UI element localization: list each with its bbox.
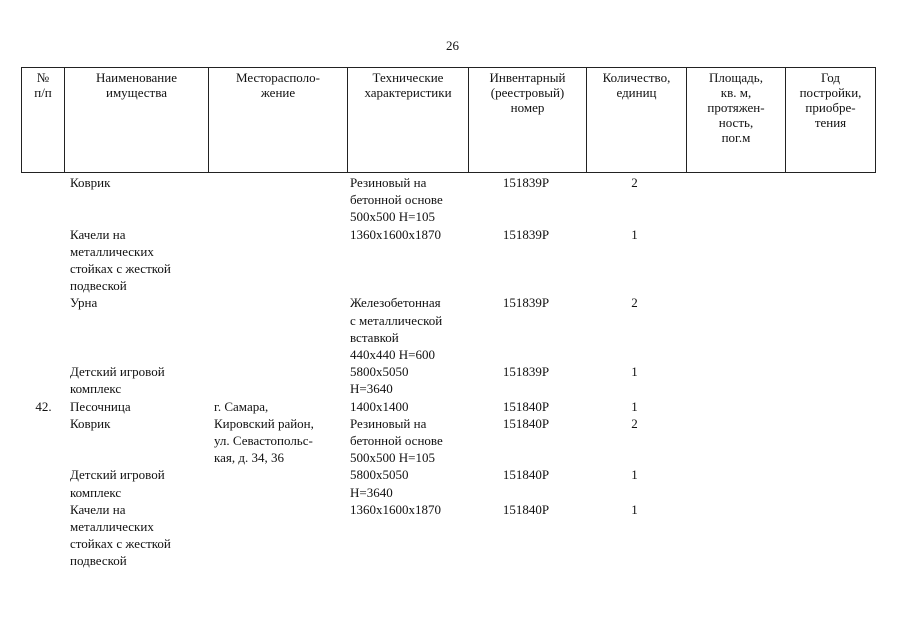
row-quantity: 1 bbox=[631, 467, 638, 483]
row-quantity: 2 bbox=[631, 295, 638, 311]
header-quantity: Количество, единиц bbox=[587, 68, 687, 173]
row-location: г. Самара, bbox=[214, 398, 269, 414]
table-body bbox=[22, 174, 875, 570]
row-inventory: 151839Р bbox=[502, 226, 550, 242]
row-num: 42. bbox=[35, 398, 52, 414]
row-quantity: 2 bbox=[631, 415, 638, 431]
row-name: Урна bbox=[70, 295, 98, 311]
row-inventory: 151840Р bbox=[502, 501, 550, 517]
row-inventory: 151839Р bbox=[502, 364, 550, 380]
header-area: Площадь, кв. м, протяжен- ность, пог.м bbox=[687, 68, 786, 173]
row-tech: Резиновый на бетонной основе 500х500 Н=105 bbox=[350, 415, 443, 466]
row-quantity: 1 bbox=[631, 398, 638, 414]
row-inventory: 151840Р bbox=[502, 467, 550, 483]
row-name: Коврик bbox=[70, 175, 111, 190]
row-tech: 5800х5050 Н=3640 bbox=[350, 364, 409, 397]
row-name: Качели на металлических стойках с жесткой подвеской bbox=[70, 226, 171, 294]
row-location: Кировский район, ул. Севастопольс- кая, д. 34, 36 bbox=[214, 415, 314, 466]
header-name: Наименование имущества bbox=[65, 68, 209, 173]
row-tech: Резиновый на бетонной основе 500х500 Н=105 bbox=[350, 175, 443, 225]
header-tech: Технические характеристики bbox=[348, 68, 469, 173]
header-num: № п/п bbox=[22, 68, 65, 173]
table-row bbox=[22, 226, 875, 295]
row-quantity: 1 bbox=[631, 501, 638, 517]
row-tech: 1400х1400 bbox=[350, 398, 409, 414]
table-header bbox=[21, 67, 876, 173]
row-tech: Железобетонная с металлической вставкой 440х440 Н=600 bbox=[350, 295, 443, 363]
row-name: Детский игровой комплекс bbox=[70, 467, 165, 500]
row-name: Коврик bbox=[70, 415, 111, 431]
row-name: Песочница bbox=[70, 398, 131, 414]
header-inventory: Инвентарный (реестровый) номер bbox=[469, 68, 587, 173]
row-tech: 5800х5050 Н=3640 bbox=[350, 467, 409, 500]
page-number: 26 bbox=[446, 38, 459, 53]
table-row bbox=[22, 501, 875, 570]
table-row bbox=[22, 466, 875, 500]
table-row bbox=[22, 398, 875, 415]
table-row bbox=[22, 415, 875, 467]
table-row bbox=[22, 294, 875, 363]
table-row bbox=[22, 363, 875, 397]
row-name: Детский игровой комплекс bbox=[70, 364, 165, 397]
row-tech: 1360х1600х1870 bbox=[350, 226, 441, 242]
row-name: Качели на металлических стойках с жесткой подвеской bbox=[70, 501, 171, 569]
row-inventory: 151840Р bbox=[502, 415, 550, 431]
row-inventory: 151840Р bbox=[502, 398, 550, 414]
row-quantity: 1 bbox=[631, 364, 638, 380]
row-tech: 1360х1600х1870 bbox=[350, 501, 441, 517]
row-inventory: 151839Р bbox=[502, 175, 550, 190]
row-quantity: 2 bbox=[631, 175, 638, 190]
row-quantity: 1 bbox=[631, 226, 638, 242]
header-year: Год постройки, приобре- тения bbox=[786, 68, 876, 173]
table-row bbox=[22, 174, 875, 226]
header-location: Месторасполо- жение bbox=[209, 68, 348, 173]
row-inventory: 151839Р bbox=[502, 295, 550, 311]
